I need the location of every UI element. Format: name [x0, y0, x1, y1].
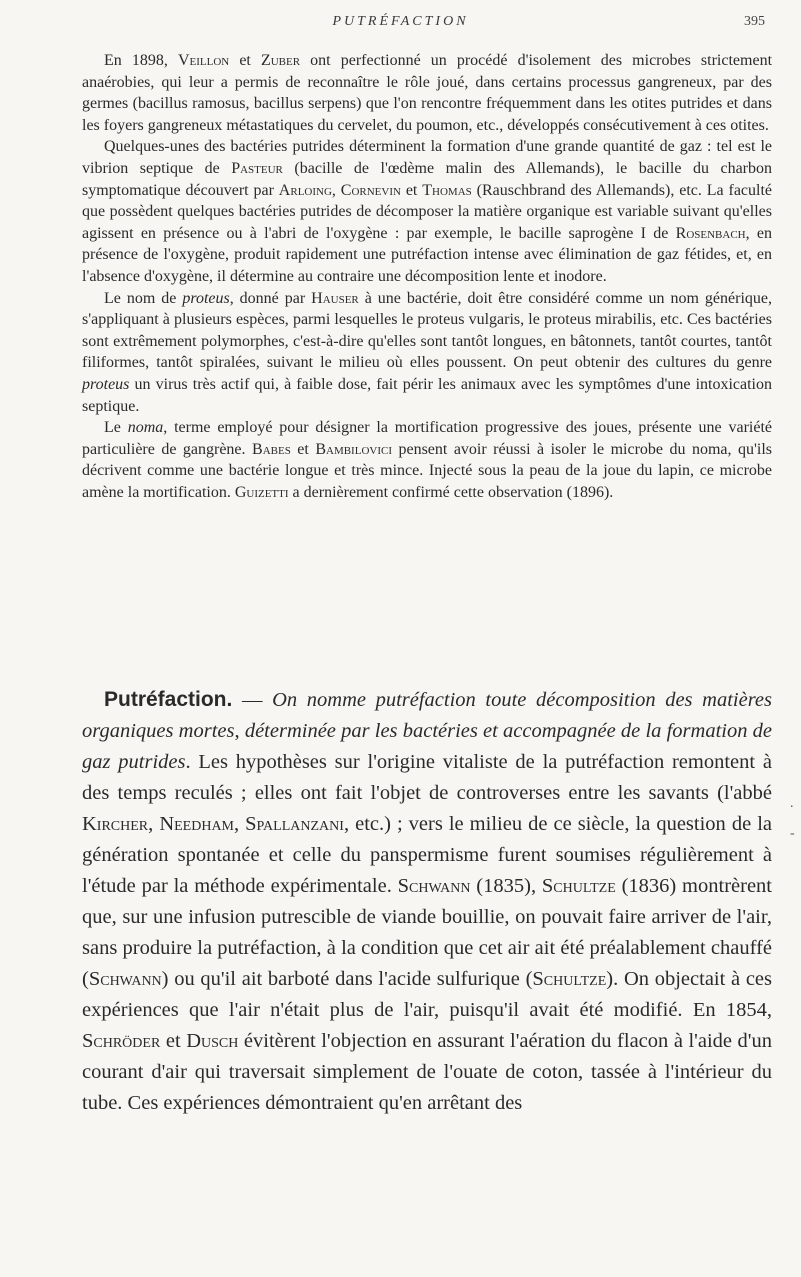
body-text	[82, 50, 772, 503]
author-name: Arloing	[278, 181, 332, 199]
author-name: Veillon	[177, 52, 230, 69]
author-name: Zuber	[260, 52, 301, 69]
section-putrefaction	[82, 684, 772, 1119]
page-header	[0, 14, 801, 38]
author-name: Schultze	[541, 875, 616, 897]
author-name: Schultze	[532, 968, 607, 990]
author-name: Guizetti	[234, 483, 289, 501]
margin-mark: -	[790, 826, 795, 841]
paragraph-proteus: Le nom de proteus, donné par Hauser à une bactérie, doit être considéré comme un nom générique, s'appliquant à plusieurs espèces, parmi lesquelles le proteus vulgaris, le proteus mirabilis, etc. Ces bactéries sont extrêmement polymorphes, c'est-à-dire qu'elles sont tantôt longues, en bâtonnets, tantôt courtes, tantôt filiformes, tantôt spiralées, suivant le milieu où elles poussent. On peut obtenir des cultures du genre proteus un virus très actif qui, à faible dose, fait périr les animaux avec les symptômes d'une intoxication septique.	[82, 289, 773, 415]
author-name: Bambilovici	[315, 440, 392, 458]
author-name: Dusch	[186, 1030, 239, 1052]
author-name: Pasteur	[231, 159, 283, 177]
term-italic: noma	[127, 419, 164, 437]
section-paragraph: Putréfaction. — On nomme putréfaction toute décomposition des matières organiques mortes, déterminée par les bactéries et accompagnée de la formation de gaz putrides. Les hypothèses sur l'origine vitaliste de la putréfaction remontent à des temps reculés ; elles ont fait l'objet de controverses entre les savants (l'abbé Kircher, Needham, Spallanzani, etc.) ; vers le milieu de ce siècle, la question de la génération spontanée et celle du panspermisme furent soumises régulièrement à l'étude par la méthode expérimentale. Schwann (1835), Schultze (1836) montrèrent que, sur une infusion putrescible de viande bouillie, on pouvait faire arriver de l'air, sans produire la putréfaction, à la condition que cet air ait été préalablement chauffé (Schwann) ou qu'il ait barboté dans l'acide sulfurique (Schultze). On objectait à ces expériences que l'air n'était plus de l'air, puisqu'il avait été modifié. En 1854, Schröder et Dusch évitèrent l'objection en assurant l'aération du flacon à l'aide d'un courant d'air qui traversait simplement de l'ouate de coton, tassée à l'intérieur du tube. Ces expériences démontraient qu'en arrêtant des	[82, 688, 773, 1114]
section-title: Putréfaction.	[104, 688, 233, 711]
paragraph-noma: Le noma, terme employé pour désigner la mortification progressive des joues, présente une variété particulière de gangrène. Babes et Bambilovici pensent avoir réussi à isoler le microbe du noma, qu'ils décrivent comme une bactérie longue et très mince. Injecté sous la peau de la joue du lapin, ce microbe amène la mortification. Guizetti a dernièrement confirmé cette observation (1896).	[82, 419, 773, 501]
term-italic: proteus	[182, 289, 230, 307]
author-name: Rosenbach	[675, 224, 746, 242]
author-name: Schwann	[88, 968, 162, 990]
definition-italic: On nomme putréfaction toute décomposition des matières organiques mortes	[82, 689, 772, 742]
paragraph-gaz: Quelques-unes des bactéries putrides déterminent la formation d'une grande quantité de gaz : tel est le vibrion septique de Pasteur (bacille de l'œdème malin des Allemands), le bacille du charbon symptomatique découvert par Arloing, Cornevin et Thomas (Rauschbrand des Allemands), etc. La faculté que possèdent quelques bactéries putrides de décomposer la matière organique est variable suivant qu'elles agissent en présence ou à l'abri de l'oxygène : par exemple, le bacille saprogène I de Rosenbach, en présence de l'oxygène, produit rapidement une putréfaction intense avec élimination de gaz fétides, et, en l'absence d'oxygène, il détermine au contraire une décomposition lente et inodore.	[82, 138, 773, 285]
running-title: PUTRÉFACTION	[332, 14, 469, 29]
author-name: Schröder	[82, 1030, 161, 1052]
term-italic: proteus	[82, 375, 130, 393]
author-name: Hauser	[311, 289, 359, 307]
author-name: Thomas	[422, 181, 472, 199]
author-name: Spallanzani	[245, 813, 344, 835]
margin-mark: .	[790, 796, 794, 811]
page-number: 395	[744, 14, 765, 29]
author-name: Needham	[159, 813, 234, 835]
author-name: Cornevin	[340, 181, 401, 199]
author-name: Kircher	[82, 813, 149, 835]
author-name: Babes	[252, 440, 291, 458]
definition-italic: déterminée par les bactéries et accompagnée de la formation de gaz putrides	[82, 720, 773, 773]
author-name: Schwann	[397, 875, 471, 897]
paragraph-veillon: En 1898, Veillon et Zuber ont perfectionné un procédé d'isolement des microbes strictement anaérobies, qui leur a permis de reconnaître le rôle joué, dans certains processus gangreneux, par des germes (bacillus ramosus, bacillus serpens) que l'on rencontre fréquemment dans les otites putrides et dans les foyers gangreneux métastatiques du cervelet, du poumon, etc., développés consécutivement à ces otites.	[82, 52, 773, 134]
